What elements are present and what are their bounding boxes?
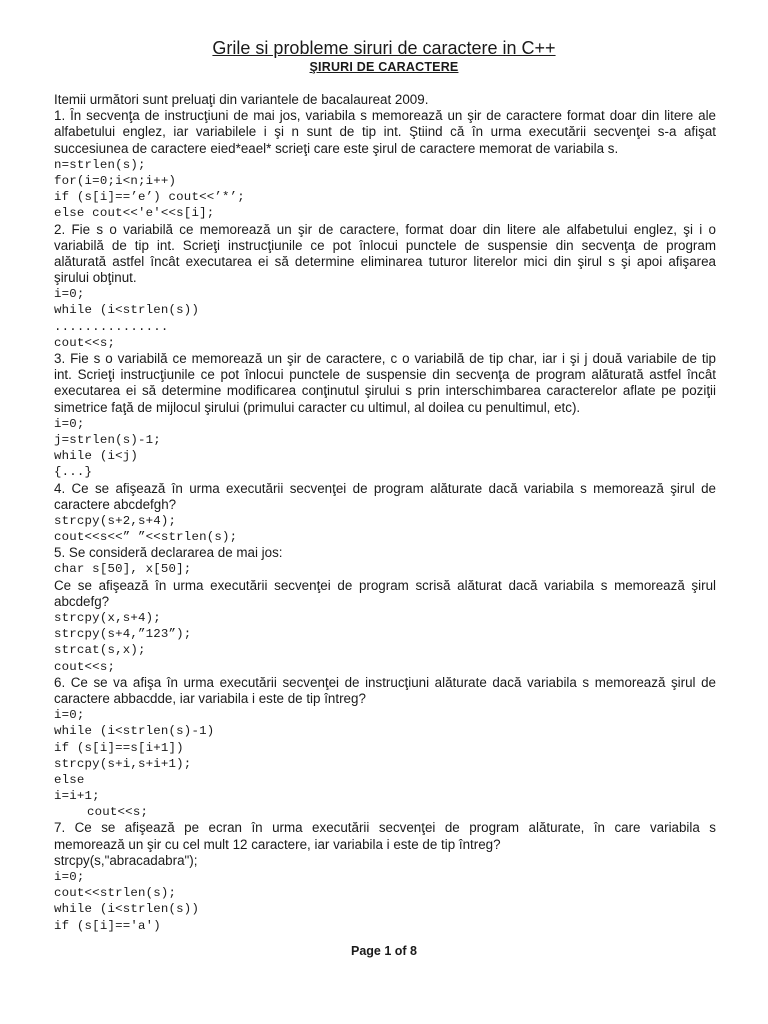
text-line: memorează un şir cu cel mult 12 caractere, iar variabila i este de tip întreg? (54, 836, 501, 852)
text-line: Ce se afişează în urma executării secvenţei de program scrisă alăturat dacă variabila s memorează şirul (54, 577, 716, 593)
text-line: succesiunea de caractere eied*eael* scrieţi care este şirul de caractere memorat de variabila s. (54, 140, 619, 156)
code-line: strcpy(s+2,s+4); (54, 513, 177, 528)
text-line: 2. Fie s o variabilă ce memorează un şir de caractere, format doar din litere ale alfabetului englez, şi i o (54, 221, 716, 237)
text-line: int. Scrieţi instrucţiunile ce pot înlocui punctele de suspensie din secvenţa de program alăturată astfel încât (54, 367, 716, 383)
text-line: executarea ei să determine modificarea conţinutul şirului s prin interschimbarea caracterelor aflate pe poziţii (54, 383, 716, 399)
code-line: while (i<j) (54, 449, 138, 464)
code-line: while (i<strlen(s)) (54, 303, 200, 318)
text-line: 5. Se consideră declararea de mai jos: (54, 545, 283, 561)
code-line: cout<<strlen(s); (54, 886, 177, 901)
code-line: {...} (54, 465, 93, 480)
code-line: char s[50], x[50]; (54, 562, 192, 577)
code-line: i=0; (54, 870, 85, 884)
code-line: i=0; (54, 416, 85, 431)
code-line: j=strlen(s)-1; (54, 432, 161, 447)
text-line: strcpy(s,"abracadabra"); (54, 852, 198, 868)
code-line: while (i<strlen(s)-1) (54, 724, 215, 739)
text-line: Itemii următori sunt preluaţi din variantele de bacalaureat 2009. (54, 92, 429, 107)
text-line: alăturată astfel încât executarea ei să determine eliminarea tuturor literelor mici din şirul s şi apoi afişarea (54, 253, 716, 269)
code-line: for(i=0;i<n;i++) (54, 173, 177, 188)
document-body (54, 92, 716, 934)
code-line: i=i+1; (54, 789, 100, 804)
text-line: caractere abbacdde, iar variabila i este de tip întreg? (54, 690, 366, 706)
text-line: variabilă de tip int. Scrieţi instrucţiunile ce pot înlocui punctele de suspensie din secvenţa de program (54, 237, 716, 253)
code-line: cout<<s; (54, 659, 116, 674)
code-line: strcpy(x,s+4); (54, 611, 161, 625)
document-title: Grile si probleme siruri de caractere in C++ (212, 38, 556, 58)
code-line: cout<<s; (54, 335, 116, 350)
text-line: caractere abcdefgh? (54, 496, 177, 512)
code-line: if (s[i]==s[i+1]) (54, 740, 184, 755)
text-line: 4. Ce se afişează în urma executării secvenţei de program alăturate dacă variabila s memorează şirul de (54, 480, 716, 496)
code-line: strcat(s,x); (54, 643, 146, 658)
text-line: 1. În secvenţa de instrucţiuni de mai jos, variabila s memorează un şir de caractere format doar din litere ale (54, 108, 716, 124)
page-number: Page 1 of 8 (351, 944, 417, 958)
code-line: i=0; (54, 287, 85, 302)
code-line: cout<<s; (87, 805, 149, 820)
text-line: simetrice faţă de mijlocul şirului (primului caracter cu ultimul, al doilea cu penultimul, etc). (54, 399, 581, 415)
code-line: strcpy(s+4,”123”); (54, 627, 192, 642)
code-line: if (s[i]=='a') (54, 918, 161, 933)
code-line: if (s[i]==’e’) cout<<’*’; (54, 190, 245, 205)
code-line: strcpy(s+i,s+i+1); (54, 756, 192, 771)
text-line: abcdefg? (54, 593, 110, 609)
section-heading: ŞIRURI DE CARACTERE (309, 60, 459, 74)
code-line: i=0; (54, 708, 85, 723)
code-line: n=strlen(s); (54, 157, 146, 172)
code-line: while (i<strlen(s)) (54, 902, 200, 917)
text-line: alfabetului englez, iar variabilele i şi n sunt de tip int. Ştiind că în urma executării secvenţei s-a afişat (54, 124, 716, 140)
text-line: şirului obţinut. (54, 270, 137, 286)
text-line: 6. Ce se va afişa în urma executării secvenţei de instrucţiuni alăturate dacă variabila s memorează şirul de (54, 674, 716, 690)
code-line: else (54, 772, 85, 787)
text-line: 3. Fie s o variabilă ce memorează un şir de caractere, c o variabilă de tip char, iar i şi j două variabile de tip (54, 351, 716, 366)
code-line: else cout<<'e'<<s[i]; (54, 206, 215, 221)
text-line: 7. Ce se afişează pe ecran în urma executării secvenţei de program alăturate, în care variabila s (54, 820, 716, 836)
code-line: ............... (54, 319, 169, 334)
code-line: cout<<s<<” ”<<strlen(s); (54, 530, 238, 545)
